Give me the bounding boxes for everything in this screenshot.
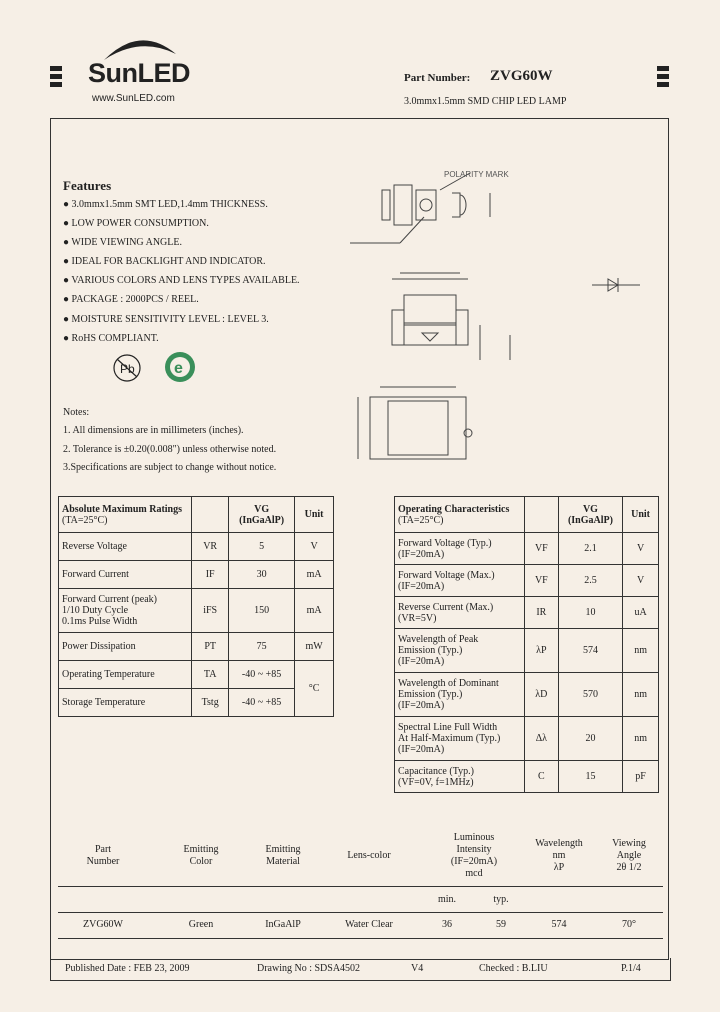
side-mark-left-2 (50, 74, 62, 79)
notes-title: Notes: (63, 407, 90, 418)
abs-max-table (58, 496, 334, 717)
note-item: 1. All dimensions are in millimeters (inches). (63, 425, 244, 436)
ordering-wavelength: 574 (551, 919, 567, 930)
ordering-col-color: Emitting Color (183, 844, 219, 867)
footer-drawing: Drawing No : SDSA4502 (257, 963, 361, 974)
side-mark-right-2 (657, 74, 669, 79)
product-subtitle: 3.0mmx1.5mm SMD CHIP LED LAMP (404, 96, 567, 107)
ordering-color: Green (188, 919, 214, 930)
footer-published: Published Date : FEB 23, 2009 (65, 963, 190, 974)
logo-url[interactable]: www.SunLED.com (92, 93, 175, 104)
ordering-col-part: Part Number (86, 844, 120, 867)
table-row: Storage Temperature Tstg -40 ~ +85 (59, 689, 334, 717)
table-row: Forward Current (peak) 1/10 Duty Cycle 0.1ms Pulse Width iFS 150 mA (59, 589, 334, 633)
side-mark-right-1 (657, 66, 669, 71)
ordering-typ: 59 (496, 919, 506, 930)
polarity-mark-label: POLARITY MARK (444, 170, 509, 179)
ordering-lens: Water Clear (345, 919, 393, 930)
feature-item: ● RoHS COMPLIANT. (63, 333, 159, 344)
table-row: Forward Current IF 30 mA (59, 561, 334, 589)
table-row: Wavelength of Dominant Emission (Typ.) (IF=20mA) λD 570 nm (395, 673, 659, 717)
ordering-col-lens: Lens-color (347, 850, 391, 861)
note-item: 2. Tolerance is ±0.20(0.008") unless otherwise noted. (63, 444, 277, 455)
table-row: Spectral Line Full Width At Half-Maximum (Typ.) (IF=20mA) Δλ 20 nm (395, 717, 659, 761)
feature-item: ● PACKAGE : 2000PCS / REEL. (63, 294, 199, 305)
table-row: Forward Voltage (Max.) (IF=20mA) VF 2.5 V (395, 565, 659, 597)
table-row: Operating Temperature TA -40 ~ +85 °C (59, 661, 334, 689)
footer-page: P.1/4 (621, 963, 641, 974)
abs-max-col-vg: VG (InGaAlP) (229, 497, 295, 533)
table-row: Reverse Voltage VR 5 V (59, 533, 334, 561)
ordering-material: InGaAlP (265, 919, 301, 930)
footer-checked: Checked : B.LIU (479, 963, 548, 974)
part-number: ZVG60W (490, 68, 553, 84)
side-mark-right-3 (657, 82, 669, 87)
ordering-angle: 70° (622, 919, 636, 930)
op-char-header: Operating Characteristics (TA=25°C) (395, 497, 525, 533)
ordering-col-wavelength: Wavelength nm λP (535, 838, 583, 873)
features-title: Features (63, 178, 112, 193)
footer-version: V4 (411, 963, 424, 974)
side-mark-left-1 (50, 66, 62, 71)
note-item: 3.Specifications are subject to change without notice. (63, 462, 277, 473)
e-label: e (174, 360, 183, 377)
ordering-min: 36 (442, 919, 452, 930)
side-mark-left-3 (50, 82, 62, 87)
feature-item: ● IDEAL FOR BACKLIGHT AND INDICATOR. (63, 256, 266, 267)
ordering-divider-mid (58, 912, 663, 913)
feature-item: ● WIDE VIEWING ANGLE. (63, 237, 182, 248)
part-number-label: Part Number: (404, 72, 471, 84)
ordering-col-luminous: Luminous Intensity (IF=20mA) mcd (450, 832, 498, 879)
feature-item: ● 3.0mmx1.5mm SMT LED,1.4mm THICKNESS. (63, 199, 268, 210)
ordering-col-material: Emitting Material (265, 844, 301, 867)
op-char-table (394, 496, 659, 793)
pb-label: Pb (120, 362, 135, 376)
footer (50, 958, 671, 981)
feature-item: ● LOW POWER CONSUMPTION. (63, 218, 209, 229)
ordering-divider-bottom (58, 938, 663, 939)
table-row: Capacitance (Typ.) (VF=0V, f=1MHz) C 15 pF (395, 761, 659, 793)
op-char-col-vg: VG (InGaAlP) (558, 497, 622, 533)
abs-max-header: Absolute Maximum Ratings (TA=25°C) (59, 497, 192, 533)
op-char-col-unit: Unit (623, 497, 659, 533)
ordering-col-viewing: Viewing Angle 2θ 1/2 (612, 838, 646, 873)
package-drawing (340, 165, 660, 465)
logo-text: SunLED (88, 58, 190, 88)
abs-max-col-unit: Unit (295, 497, 334, 533)
table-row: Reverse Current (Max.) (VR=5V) IR 10 uA (395, 597, 659, 629)
rohs-e-icon (163, 350, 197, 384)
ordering-min-label: min. (437, 894, 457, 905)
feature-item: ● VARIOUS COLORS AND LENS TYPES AVAILABLE. (63, 275, 300, 286)
table-row: Wavelength of Peak Emission (Typ.) (IF=20mA) λP 574 nm (395, 629, 659, 673)
table-row: Power Dissipation PT 75 mW (59, 633, 334, 661)
ordering-typ-label: typ. (493, 894, 509, 905)
table-row: Forward Voltage (Typ.) (IF=20mA) VF 2.1 V (395, 533, 659, 565)
pb-free-icon (111, 352, 143, 384)
ordering-part: ZVG60W (83, 919, 123, 930)
ordering-divider-top (58, 886, 663, 887)
feature-item: ● MOISTURE SENSITIVITY LEVEL : LEVEL 3. (63, 314, 269, 325)
